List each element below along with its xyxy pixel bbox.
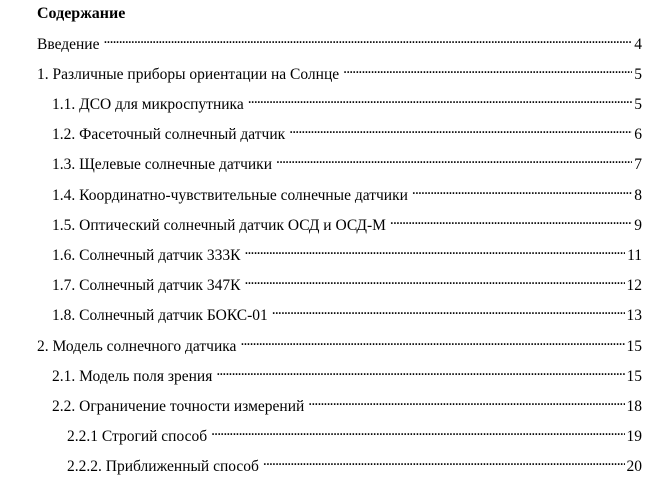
dot-leader — [272, 300, 625, 320]
toc-entry-section-2-2-2[interactable] — [67, 451, 642, 475]
toc-entry-text: 1.7. Солнечный датчик 347К — [52, 277, 241, 294]
toc-entry-text: 2.2.2. Приближенный способ — [67, 458, 259, 475]
toc-page-number: 7 — [634, 156, 642, 173]
dot-leader — [240, 331, 624, 351]
dot-leader — [390, 210, 632, 230]
toc-entry-section-2-1[interactable] — [52, 361, 642, 385]
dot-leader — [244, 270, 624, 290]
toc-entry-text: Введение — [37, 36, 100, 53]
dot-leader — [244, 240, 625, 260]
toc-page-number: 13 — [626, 307, 642, 324]
dot-leader — [412, 180, 632, 200]
toc-entry-text: 1.6. Солнечный датчик 333К — [52, 247, 241, 264]
toc-page-number: 6 — [634, 126, 642, 143]
toc-entry-section-2-2[interactable] — [52, 391, 642, 415]
dot-leader — [289, 119, 632, 139]
dot-leader — [211, 421, 624, 441]
toc-entry-section-1-8[interactable] — [52, 300, 642, 324]
toc-entry-text: 1.4. Координатно-чувствительные солнечные датчики — [52, 187, 408, 204]
toc-entry-text: 1.8. Солнечный датчик БОКС-01 — [52, 307, 268, 324]
toc-page-number: 15 — [626, 368, 642, 385]
toc-entry-section-1-3[interactable] — [52, 149, 642, 173]
toc-page-number: 8 — [634, 187, 642, 204]
toc-entry-section-1-2[interactable] — [52, 119, 642, 143]
toc-entry-chapter-2[interactable] — [37, 331, 642, 355]
dot-leader — [248, 89, 633, 109]
toc-entry-section-1-6[interactable] — [52, 240, 642, 264]
toc-page-number: 5 — [634, 96, 642, 113]
toc-entry-text: 2.2.1 Строгий способ — [67, 428, 208, 445]
toc-entry-text: 1.1. ДСО для микроспутника — [52, 96, 244, 113]
dot-leader — [263, 451, 625, 471]
dot-leader — [103, 29, 632, 49]
toc-page-number: 4 — [634, 36, 642, 53]
toc-page-number: 12 — [626, 277, 642, 294]
toc-page-number: 15 — [626, 338, 642, 355]
toc-page-number: 11 — [627, 247, 642, 264]
dot-leader — [216, 361, 624, 381]
toc-page-number: 9 — [634, 217, 642, 234]
toc-entry-text: 1.3. Щелевые солнечные датчики — [52, 156, 273, 173]
toc-entry-chapter-1[interactable] — [37, 59, 642, 83]
toc-entry-text: 2.1. Модель поля зрения — [52, 368, 213, 385]
toc-entry-section-1-4[interactable] — [52, 180, 642, 204]
toc-entry-section-2-2-1[interactable] — [67, 421, 642, 445]
toc-page-number: 5 — [634, 66, 642, 83]
dot-leader — [276, 149, 632, 169]
dot-leader — [343, 59, 632, 79]
toc-entry-text: 1. Различные приборы ориентации на Солнце — [37, 66, 340, 83]
toc-title: Содержание — [37, 5, 126, 22]
toc-page-number: 19 — [626, 428, 642, 445]
dot-leader — [308, 391, 624, 411]
toc-entry-text: 2.2. Ограничение точности измерений — [52, 398, 305, 415]
toc-page-number: 20 — [626, 458, 642, 475]
toc-entry-section-1-1[interactable] — [52, 89, 642, 113]
toc-entry-text: 2. Модель солнечного датчика — [37, 338, 237, 355]
toc-entry-introduction[interactable] — [37, 29, 642, 53]
toc-page-number: 18 — [626, 398, 642, 415]
toc-entry-text: 1.5. Оптический солнечный датчик ОСД и ОСД-М — [52, 217, 386, 234]
toc-entry-text: 1.2. Фасеточный солнечный датчик — [52, 126, 286, 143]
toc-entry-section-1-5[interactable] — [52, 210, 642, 234]
toc-entry-section-1-7[interactable] — [52, 270, 642, 294]
